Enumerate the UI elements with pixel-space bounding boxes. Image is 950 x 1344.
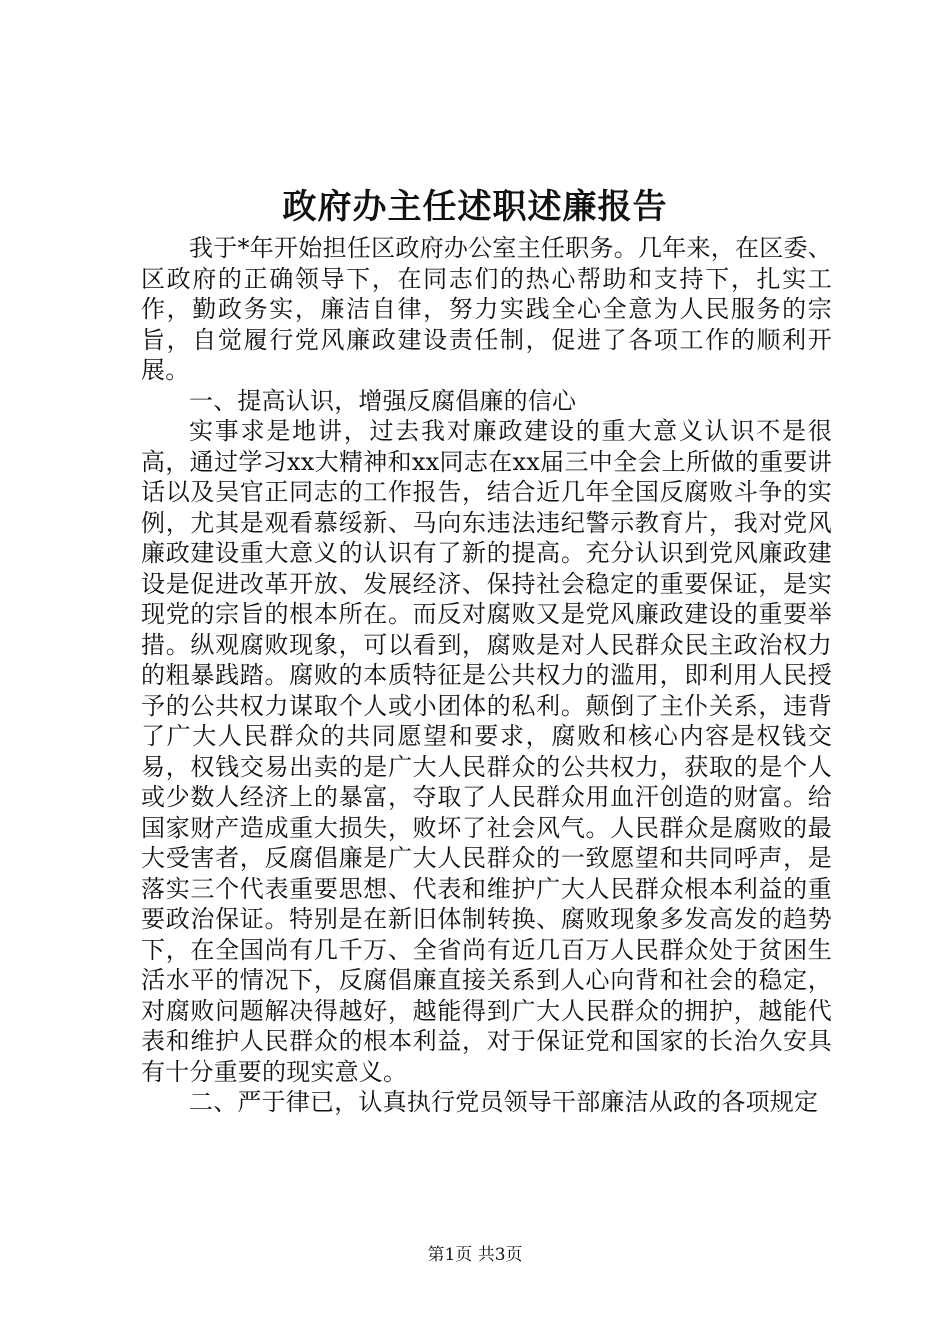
document-body xyxy=(141,233,832,1118)
intro-paragraph: 我于*年开始担任区政府办公室主任职务。几年来，在区委、区政府的正确领导下，在同志们的热心帮助和支持下，扎实工作，勤政务实，廉洁自律，努力实践全心全意为人民服务的宗旨，自觉履行党风廉政建设责任制，促进了各项工作的顺利开展。 xyxy=(141,234,832,384)
section-heading-1: 一、提高认识，增强反腐倡廉的信心 xyxy=(189,386,577,415)
document-title: 政府办主任述职述廉报告 xyxy=(282,187,668,227)
page-number-footer: 第1页 共3页 xyxy=(427,1245,523,1265)
section-heading-2: 二、严于律已，认真执行党员领导干部廉洁从政的各项规定 xyxy=(189,1088,819,1116)
section-1-paragraph: 实事求是地讲，过去我对廉政建设的重大意义认识不是很高，通过学习xx大精神和xx同志在xx届三中全会上所做的重要讲话以及吴官正同志的工作报告，结合近几年全国反腐败斗争的实例，尤其是观看慕绥新、马向东违法违纪警示教育片，我对党风廉政建设重大意义的认识有了新的提高。充分认识到党风廉政建设是促进改革开放、发展经济、保持社会稳定的重要保证，是实现党的宗旨的根本所在。而反对腐败又是党风廉政建设的重要举措。纵观腐败现象，可以看到，腐败是对人民群众民主政治权力的粗暴践踏。腐败的本质特征是公共权力的滥用，即利用人民授予的公共权力谋取个人或小团体的私利。颠倒了主仆关系，违背了广大人民群众的共同愿望和要求，腐败和核心内容是权钱交易，权钱交易出卖的是广大人民群众的公共权力，获取的是个人或少数人经济上的暴富，夺取了人民群众用血汗创造的财富。给国家财产造成重大损失，败坏了社会风气。人民群众是腐败的最大受害者，反腐倡廉是广大人民群众的一致愿望和共同呼声，是落实三个代表重要思想、代表和维护广大人民群众根本利益的重要政治保证。特别是在新旧体制转换、腐败现象多发高发的趋势下，在全国尚有几千万、全省尚有近几百万人民群众处于贫困生活水平的情况下，反腐倡廉直接关系到人心向背和社会的稳定，对腐败问题解决得越好，越能得到广大人民群众的拥护，越能代表和维护人民群众的根本利益，对于保证党和国家的长治久安具有十分重要的现实意义。 xyxy=(141,417,832,1086)
